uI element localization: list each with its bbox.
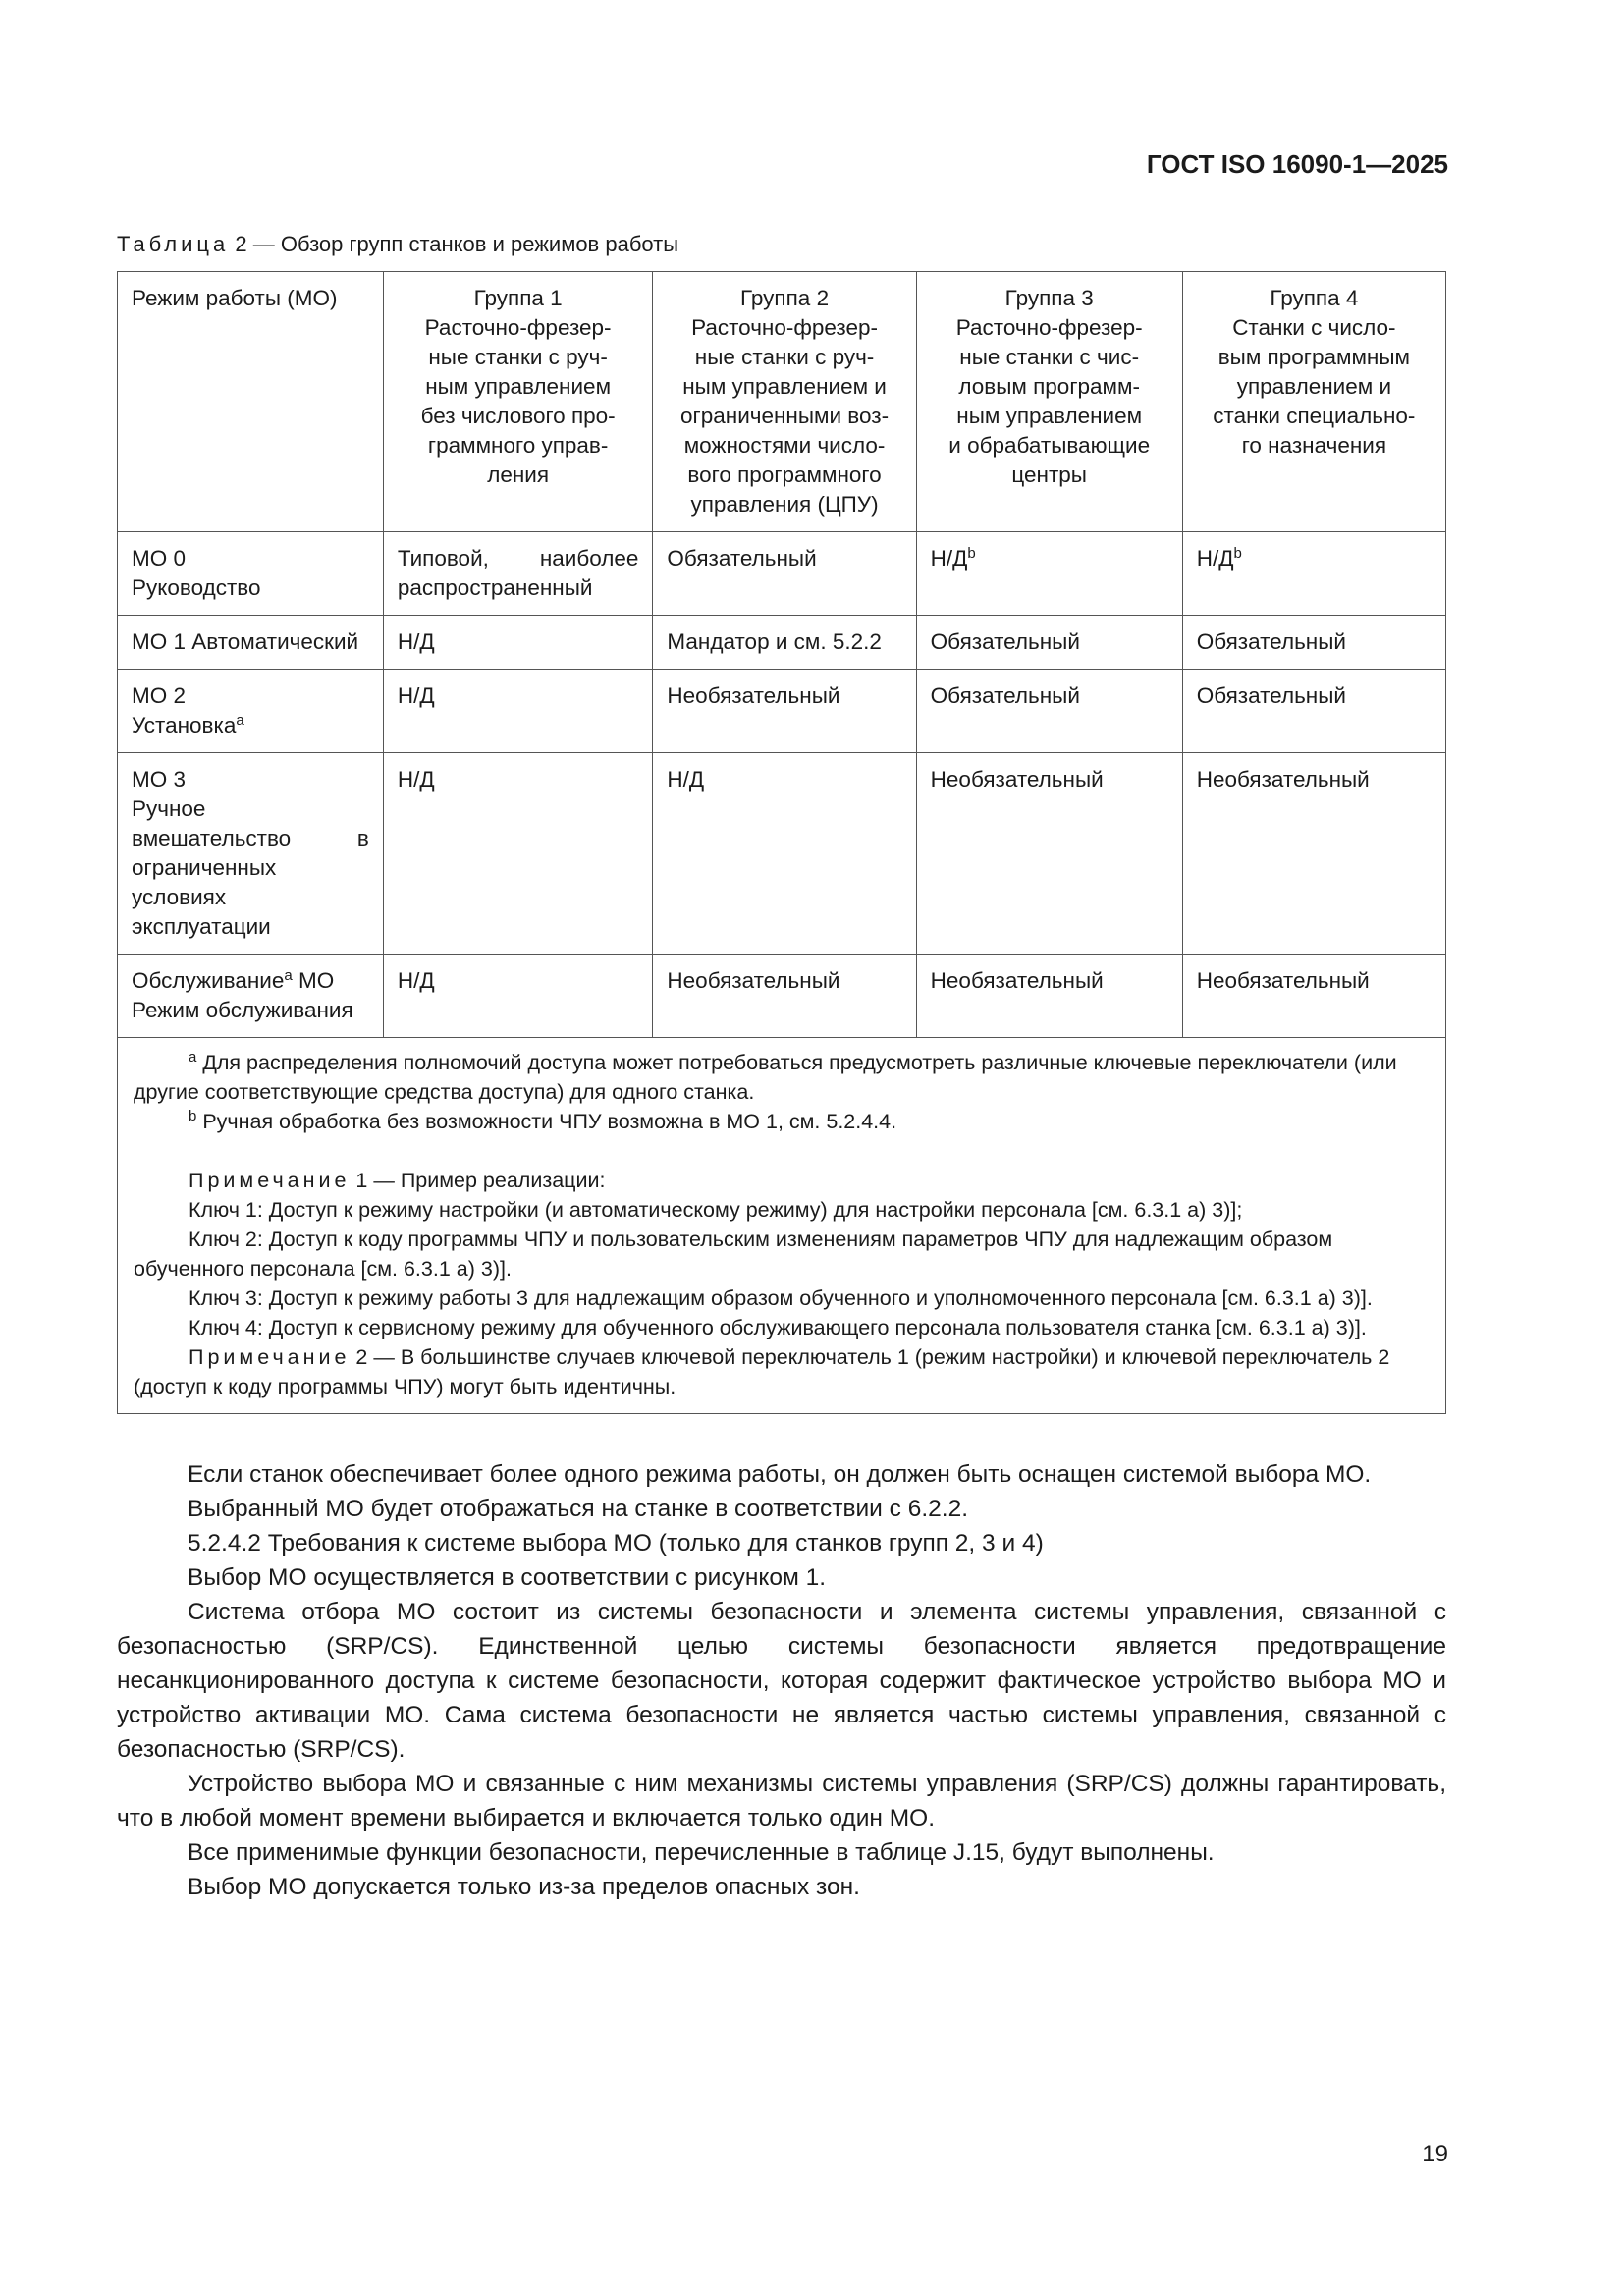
- key-3: Ключ 3: Доступ к режиму работы 3 для надлежащим образом обученного и уполномоченного персонала [см. 6.3.1 а) 3)].: [189, 1286, 1373, 1310]
- body-text: [117, 1457, 1446, 1904]
- table-cell: Необязательный: [1182, 955, 1445, 1038]
- footnote-text: Ручная обработка без возможности ЧПУ возможна в МО 1, см. 5.2.4.4.: [196, 1110, 897, 1133]
- cell-text: Н/Д: [1196, 546, 1234, 571]
- table-cell: Необязательный: [653, 670, 916, 753]
- table-header-row: [118, 272, 1446, 532]
- table-row: [118, 532, 1446, 616]
- table-cell: Обязательный: [1182, 670, 1445, 753]
- mode-name: МО 0 Руководство: [132, 546, 261, 600]
- section-heading: 5.2.4.2 Требования к системе выбора МО (только для станков групп 2, 3 и 4): [188, 1530, 1044, 1557]
- footnote-mark: a: [284, 967, 293, 984]
- header-group-4-text: Группа 4 Станки с число- вым программным управлением и станки специально- го назначения: [1213, 286, 1416, 458]
- document-code: ГОСТ ISO 16090-1—2025: [1146, 149, 1448, 179]
- table-cell: [1182, 532, 1445, 616]
- table-cell: Обязательный: [1182, 616, 1445, 670]
- page-number: 19: [1422, 2141, 1448, 2167]
- paragraph: Все применимые функции безопасности, перечисленные в таблице J.15, будут выполнены.: [188, 1839, 1215, 1866]
- paragraph: Устройство выбора МО и связанные с ним механизмы системы управления (SRP/CS) должны гарантировать, что в любой момент времени выбирается и включается только один МО.: [117, 1771, 1446, 1831]
- table-notes-row: [118, 1038, 1446, 1414]
- table-cell: Необязательный: [916, 955, 1182, 1038]
- key-1: Ключ 1: Доступ к режиму настройки (и автоматическому режиму) для настройки персонала [см. 6.3.1 а) 3)];: [189, 1198, 1243, 1222]
- header-group-2: [653, 272, 916, 532]
- footnote-mark: b: [967, 545, 976, 562]
- table-cell: Н/Д: [383, 955, 653, 1038]
- table-notes: [118, 1038, 1446, 1414]
- table-caption-text: 2 — Обзор групп станков и режимов работы: [229, 232, 679, 256]
- key-2: Ключ 2: Доступ к коду программы ЧПУ и пользовательским изменениям параметров ЧПУ для надлежащим образом обученного персонала [см. 6.3.1 а) 3)].: [134, 1228, 1333, 1281]
- header-group-4: [1182, 272, 1445, 532]
- header-group-1-text: Группа 1 Расточно-фрезер- ные станки с руч- ным управлением без числового про- граммного управ- ления: [420, 286, 616, 487]
- footnote-a: [134, 1048, 1430, 1107]
- footnote-mark: a: [236, 712, 244, 729]
- table-cell: Обязательный: [916, 670, 1182, 753]
- footnote-b: [134, 1107, 1430, 1136]
- table-row: [118, 955, 1446, 1038]
- table-row: [118, 616, 1446, 670]
- mode-cell: МО 1 Автоматический: [118, 616, 384, 670]
- table-cell: Обязательный: [916, 616, 1182, 670]
- header-group-3: [916, 272, 1182, 532]
- table-cell: Необязательный: [916, 753, 1182, 955]
- spacer: [134, 1136, 1430, 1166]
- paragraph: Система отбора МО состоит из системы безопасности и элемента системы управления, связанной с безопасностью (SRP/CS). Единственной целью системы безопасности является предотвращение несанкционированного доступа к системе безопасности, которая содержит фактическое устройство выбора МО и устройство активации МО. Сама система безопасности не является частью системы управления, связанной с безопасностью (SRP/CS).: [117, 1599, 1446, 1763]
- table-row: [118, 753, 1446, 955]
- table-caption: [117, 232, 678, 257]
- paragraph: Если станок обеспечивает более одного режима работы, он должен быть оснащен системой выбора МО.: [188, 1461, 1372, 1488]
- table-row: [118, 670, 1446, 753]
- header-group-1: [383, 272, 653, 532]
- table-caption-prefix: Таблица: [117, 232, 230, 256]
- header-group-2-text: Группа 2 Расточно-фрезер- ные станки с руч- ным управлением и ограниченными воз- можностями число- вого программного управления (ЦПУ): [680, 286, 890, 517]
- footnote-text: Для распределения полномочий доступа может потребоваться предусмотреть различные ключевые переключатели (или другие соответствующие средства доступа) для одного станка.: [134, 1051, 1397, 1104]
- table-cell: Мандатор и см. 5.2.2: [653, 616, 916, 670]
- footnote-mark: a: [189, 1049, 197, 1066]
- table-cell: Необязательный: [1182, 753, 1445, 955]
- mode-cell: [118, 753, 384, 955]
- note-label: Примечание: [189, 1169, 351, 1192]
- table-cell: Н/Д: [383, 753, 653, 955]
- mode-cell: [118, 955, 384, 1038]
- mode-name: МО 3 Ручное вмешательство в ограниченных условиях эксплуатации: [132, 767, 369, 939]
- paragraph: Выбранный МО будет отображаться на станке в соответствии с 6.2.2.: [188, 1496, 969, 1522]
- mode-name-rest: МО Режим обслуживания: [132, 968, 353, 1022]
- table-cell: Типовой, наиболее распространенный: [383, 532, 653, 616]
- table-cell: Н/Д: [383, 616, 653, 670]
- mode-name: МО 2 Установка: [132, 683, 237, 738]
- table-cell: [916, 532, 1182, 616]
- header-mode: Режим работы (МО): [118, 272, 384, 532]
- footnote-mark: b: [189, 1108, 197, 1124]
- header-group-3-text: Группа 3 Расточно-фрезер- ные станки с чис- ловым программ- ным управлением и обрабатывающие центры: [948, 286, 1151, 487]
- table-cell: Необязательный: [653, 955, 916, 1038]
- mode-name: Обслуживание: [132, 968, 285, 993]
- table-cell: Обязательный: [653, 532, 916, 616]
- paragraph: Выбор МО допускается только из-за пределов опасных зон.: [188, 1874, 860, 1900]
- note-text: 1 — Пример реализации:: [350, 1169, 606, 1192]
- note-label: Примечание: [189, 1345, 351, 1369]
- table-cell: Н/Д: [383, 670, 653, 753]
- footnote-mark: b: [1233, 545, 1242, 562]
- paragraph: Выбор МО осуществляется в соответствии с рисунком 1.: [188, 1564, 827, 1591]
- table-cell: Н/Д: [653, 753, 916, 955]
- note-2: [134, 1342, 1430, 1401]
- key-4: Ключ 4: Доступ к сервисному режиму для обученного обслуживающего персонала пользователя станка [см. 6.3.1 а) 3)].: [189, 1316, 1367, 1339]
- mode-cell: [118, 532, 384, 616]
- note-1: [134, 1166, 1430, 1195]
- modes-table: [117, 271, 1446, 1414]
- mode-cell: [118, 670, 384, 753]
- note-text: 2 — В большинстве случаев ключевой переключатель 1 (режим настройки) и ключевой переключатель 2 (доступ к коду программы ЧПУ) могут быть идентичны.: [134, 1345, 1390, 1398]
- cell-text: Н/Д: [930, 546, 968, 571]
